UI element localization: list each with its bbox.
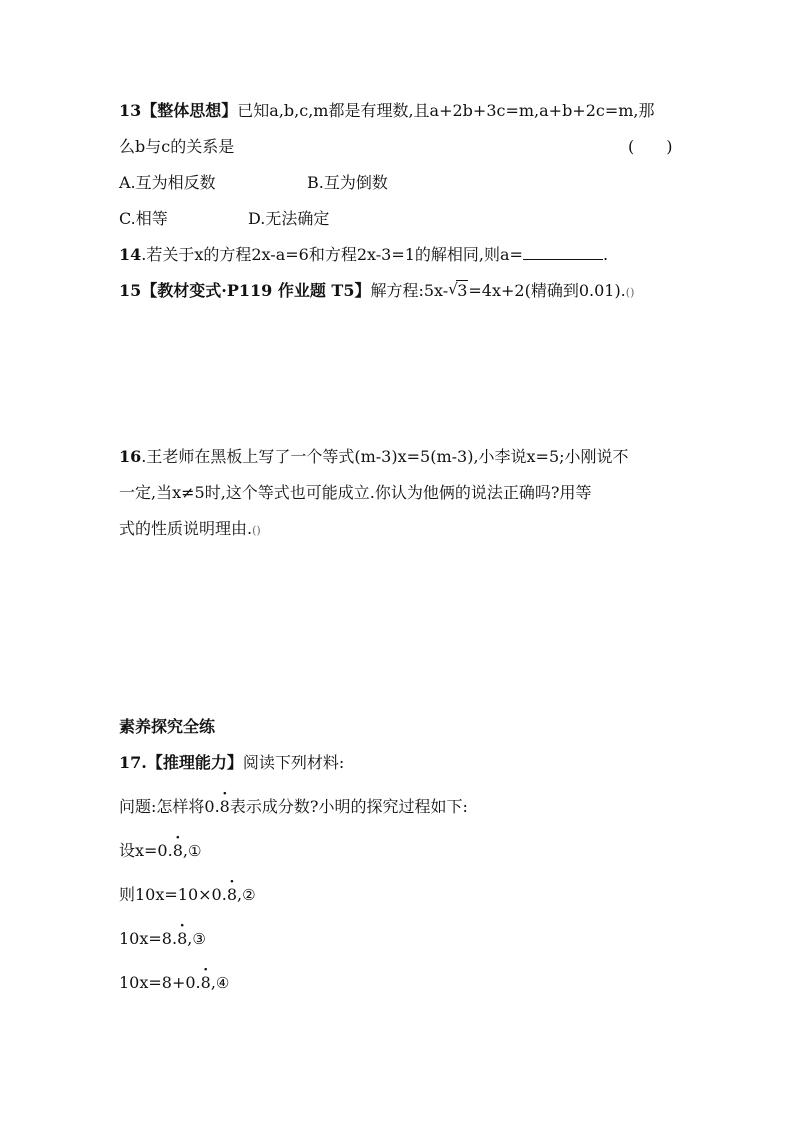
step-comma: , (210, 973, 216, 992)
q13-text-line2: 么b与c的关系是 (119, 137, 235, 156)
q17-question (119, 796, 468, 818)
q16-number: 16 (119, 447, 142, 466)
q13-answer-paren: ( ) (628, 137, 673, 156)
repeating-dot-digit: · 8 (227, 884, 237, 906)
q16-mark: () (252, 524, 261, 537)
step-text: 设x=0. (119, 841, 173, 860)
sqrt-symbol: √ 3 (448, 280, 468, 300)
repeating-dot-digit: · 8 (201, 972, 211, 994)
section-title: 素养探究全练 (119, 717, 216, 736)
q17-line1: 17.【推理能力】阅读下列材料: (119, 753, 345, 772)
repeating-dot-digit: · 8 (173, 840, 183, 862)
q16-line1 (119, 446, 629, 468)
repeating-dot-digit: · 8 (177, 928, 187, 950)
q13-option-c: C.相等 (119, 209, 168, 228)
circled-number: ① (187, 842, 202, 860)
step-comma: , (237, 885, 243, 904)
q17-step-4 (119, 972, 229, 994)
q13-line1 (119, 100, 655, 122)
q15-text: 解方程:5x- (370, 281, 449, 300)
step-comma: , (187, 929, 193, 948)
q14-answer-blank[interactable] (523, 245, 603, 260)
q16-text-line2: 一定,当x≠5时,这个等式也可能成立.你认为他俩的说法正确吗?用等 (119, 483, 592, 502)
q15-radicand: 3 (457, 281, 468, 300)
q15-line (119, 280, 634, 304)
q16-text-line1: .王老师在黑板上写了一个等式(m-3)x=5(m-3),小李说x=5;小刚说不 (141, 447, 629, 466)
q17-number: 17 (119, 753, 142, 772)
q13-option-d: D.无法确定 (248, 209, 330, 228)
q13-options-row1 (119, 172, 216, 194)
step-comma: , (182, 841, 188, 860)
q17-question-text-end: 表示成分数?小明的探究过程如下: (229, 797, 468, 816)
q16-text-line3: 式的性质说明理由. (119, 519, 253, 538)
q13-line2 (119, 136, 234, 158)
q15-number: 15 (119, 281, 142, 300)
q13-text-line1: 已知a,b,c,m都是有理数,且a+2b+3c=m,a+b+2c=m,那 (237, 101, 655, 120)
q14-text: .若关于x的方程2x-a=6和方程2x-3=1的解相同,则a= (141, 245, 523, 264)
repeating-dot-digit: · 8 (220, 796, 230, 818)
q13-option-b: B.互为倒数 (307, 173, 388, 192)
q13-option-a: A.互为相反数 (119, 173, 216, 192)
q17-step-1 (119, 840, 201, 862)
q17-intro: 阅读下列材料: (242, 753, 345, 772)
circled-number: ④ (215, 974, 230, 992)
q14-line (119, 244, 608, 266)
q17-step-3 (119, 928, 206, 950)
q15-mark: () (625, 286, 635, 299)
step-text: 则10x=10×0. (119, 885, 227, 904)
step-text: 10x=8+0. (119, 973, 201, 992)
q16-line3 (119, 518, 261, 542)
q17-tag: 【推理能力】 (146, 753, 243, 772)
q14-number: 14 (119, 245, 142, 264)
q13-tag: 【整体思想】 (141, 101, 238, 120)
q16-line2 (119, 482, 591, 504)
q17-step-2 (119, 884, 256, 906)
q14-text-end: . (602, 245, 609, 264)
circled-number: ③ (192, 930, 206, 948)
step-text: 10x=8. (119, 929, 178, 948)
q15-text-end: =4x+2(精确到0.01). (468, 281, 626, 300)
q17-question-text: 问题:怎样将0. (119, 797, 220, 816)
q13-number: 13 (119, 101, 142, 120)
circled-number: ② (242, 886, 256, 904)
q15-tag: 【教材变式·P119 作业题 T5】 (141, 281, 371, 300)
